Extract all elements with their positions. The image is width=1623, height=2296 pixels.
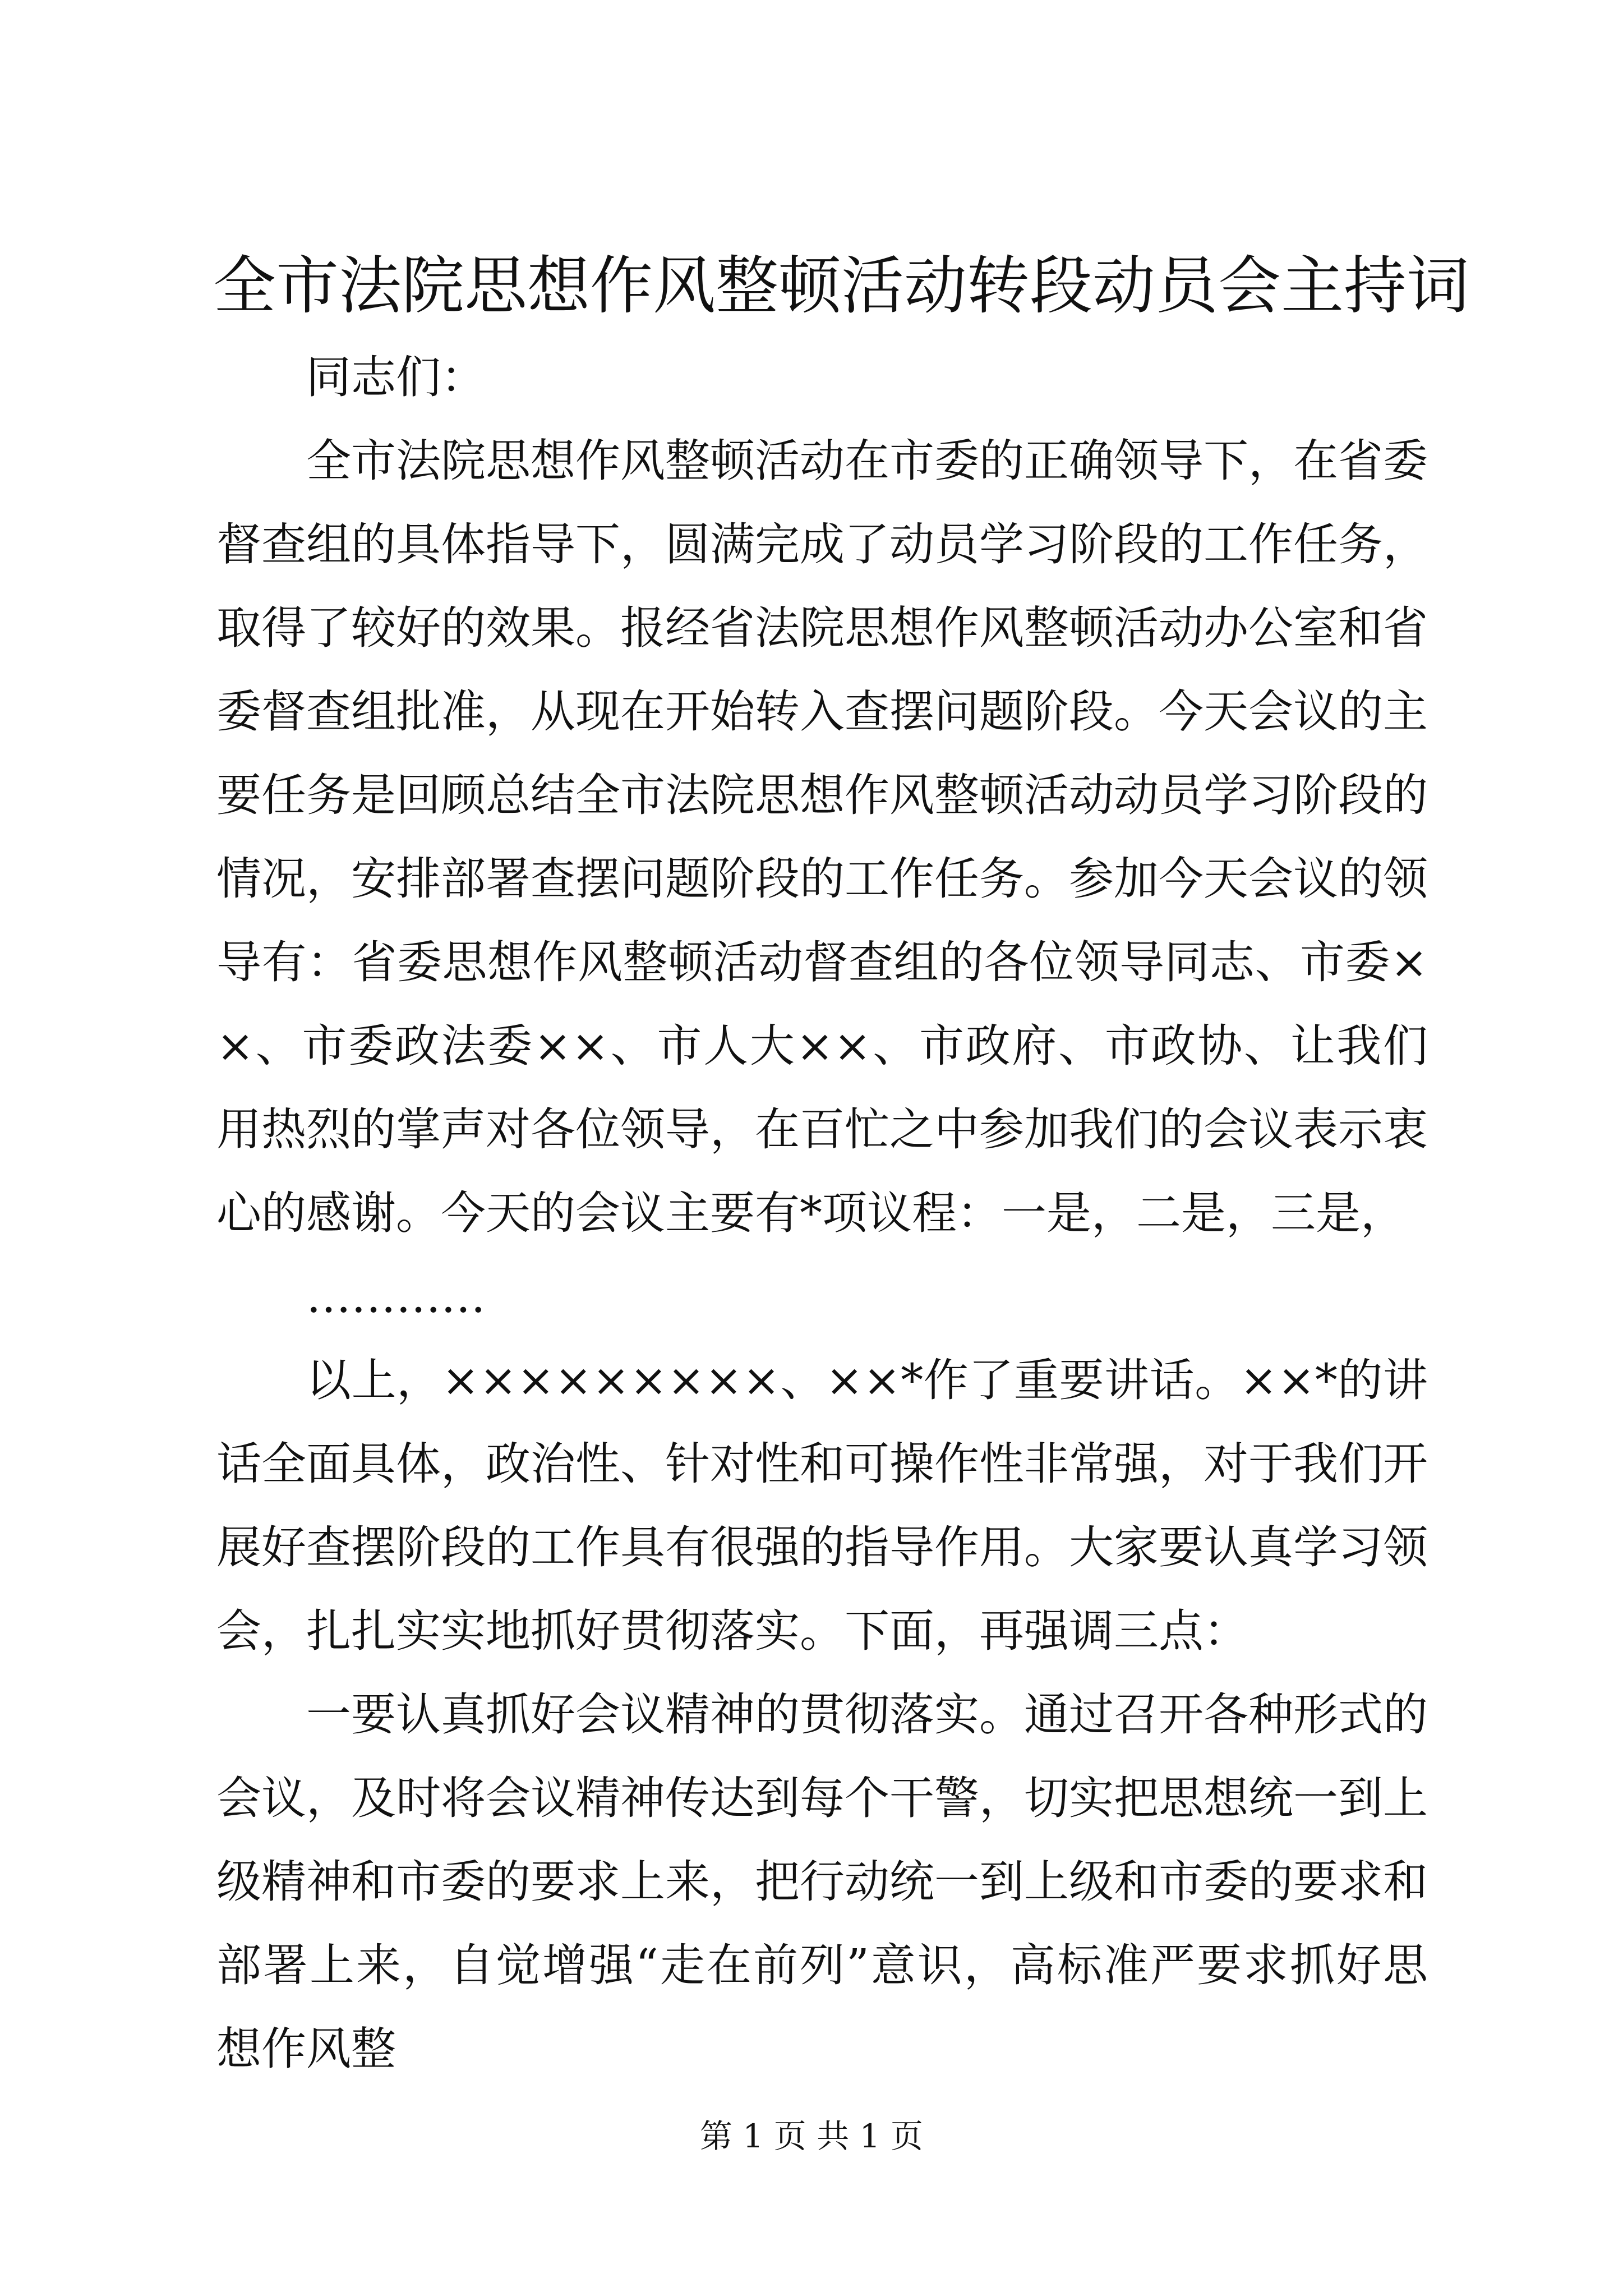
paragraph-point-one: 一要认真抓好会议精神的贯彻落实。通过召开各种形式的会议，及时将会议精神传达到每个干警，切实把思想统一到上级精神和市委的要求上来，把行动统一到上级和市委的要求和部署上来，自觉增强“走在前列”意识，高标准严要求抓好思想作风整 [216, 1688, 1428, 2075]
document-title: 全市法院思想作风整顿活动转段动员会主持词 [213, 250, 1469, 323]
salutation: 同志们： [306, 351, 486, 403]
paragraph-opening: 全市法院思想作风整顿活动在市委的正确领导下，在省委督查组的具体指导下，圆满完成了动员学习阶段的工作任务，取得了较好的效果。报经省法院思想作风整顿活动办公室和省委督查组批准，从现在开始转入查摆问题阶段。今天会议的主要任务是回顾总结全市法院思想作风整顿活动动员学习阶段的情况，安排部署查摆问题阶段的工作任务。参加今天会议的领导有：省委思想作风整顿活动督查组的各位领导同志、市委××、市委政法委××、市人大××、市政府、市政协、让我们用热烈的掌声对各位领导，在百忙之中参加我们的会议表示衷心的感谢。今天的会议主要有*项议程：一是，二是，三是， [216, 435, 1428, 1239]
ellipsis-line: ………… [306, 1271, 486, 1323]
paragraph-summary: 以上，×××××××××、××*作了重要讲话。××*的讲话全面具体，政治性、针对性和可操作性非常强，对于我们开展好查摆阶段的工作具有很强的指导作用。大家要认真学习领会，扎扎实实地抓好贯彻落实。下面，再强调三点： [216, 1354, 1428, 1657]
document-body [216, 335, 1428, 2091]
page-footer: 第 1 页 共 1 页 [700, 2117, 923, 2155]
